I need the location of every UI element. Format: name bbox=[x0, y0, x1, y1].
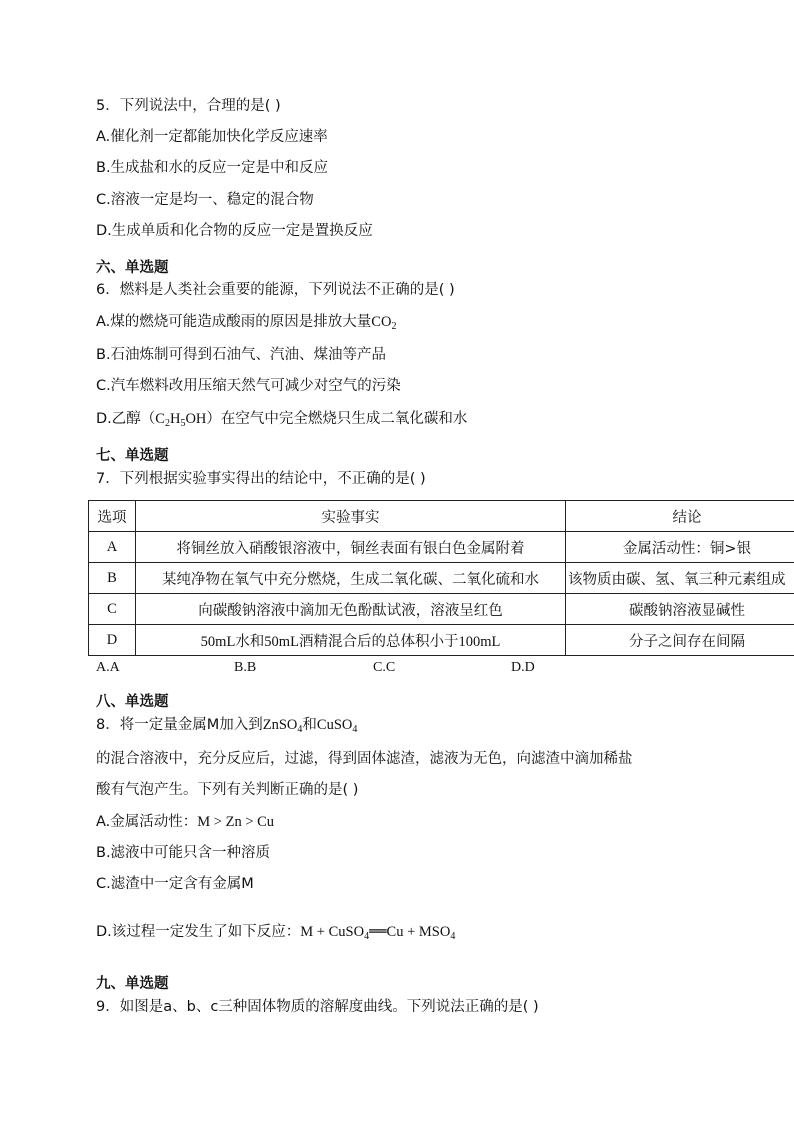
q6-heading: 六、单选题 bbox=[96, 260, 169, 276]
table-header-cell: 实验事实 bbox=[136, 501, 566, 532]
q8-stem-line2: 的混合溶液中，充分反应后，过滤，得到固体滤渣，滤液为无色，向滤渣中滴加稀盐 bbox=[96, 751, 633, 767]
q8-reaction-right: Cu + MSO bbox=[386, 924, 451, 940]
q6-option-b: B.石油炼制可得到石油气、汽油、煤油等产品 bbox=[96, 347, 387, 363]
q9-stem: 9．如图是a、b、c三种固体物质的溶解度曲线。下列说法正确的是( ) bbox=[96, 999, 539, 1015]
q5-stem: 5．下列说法中，合理的是( ) bbox=[96, 98, 281, 114]
q8-formula-cuso4: CuSO bbox=[316, 717, 353, 733]
q8-stem-line3: 酸有气泡产生。下列有关判断正确的是( ) bbox=[96, 782, 359, 798]
q6-option-a bbox=[96, 312, 396, 332]
q8-formula-cuso4-sub: 4 bbox=[352, 724, 358, 735]
table-cell: 碳酸钠溶液显碱性 bbox=[566, 594, 794, 625]
q6-stem: 6．燃料是人类社会重要的能源，下列说法不正确的是( ) bbox=[96, 282, 455, 298]
q8-formula-znso4-sub: 4 bbox=[297, 724, 303, 735]
q6-option-d-s2: 5 bbox=[180, 418, 186, 429]
table-cell: 金属活动性：铜>银 bbox=[566, 532, 794, 563]
q7-option-a: A.A bbox=[96, 660, 120, 675]
q5-option-c: C.溶液一定是均一、稳定的混合物 bbox=[96, 192, 314, 208]
q8-option-d bbox=[96, 922, 455, 942]
q6-option-d-prefix: D.乙醇（ bbox=[96, 411, 156, 427]
q7-option-c: C.C bbox=[373, 660, 396, 675]
q8-option-d-text: D.该过程一定发生了如下反应： bbox=[96, 924, 301, 940]
table-cell: B bbox=[89, 563, 136, 594]
q8-and: 和 bbox=[302, 717, 317, 733]
table-cell: C bbox=[89, 594, 136, 625]
q6-option-d bbox=[96, 409, 467, 429]
q6-option-d-f2: H bbox=[169, 411, 181, 427]
table-cell: 向碳酸钠溶液中滴加无色酚酞试液，溶液呈红色 bbox=[136, 594, 566, 625]
q8-option-c: C.滤渣中一定含有金属M bbox=[96, 876, 254, 892]
table-header-cell: 选项 bbox=[89, 501, 136, 532]
q8-option-a bbox=[96, 812, 274, 832]
table-cell: 该物质由碳、氢、氧三种元素组成 bbox=[566, 563, 794, 594]
q7-stem: 7．下列根据实验事实得出的结论中，不正确的是( ) bbox=[96, 471, 426, 487]
q8-reaction-arrow: ══ bbox=[369, 924, 387, 940]
table-header-row bbox=[89, 501, 794, 532]
q7-option-b: B.B bbox=[234, 660, 257, 675]
q8-stem-prefix: 8．将一定量金属M加入到 bbox=[96, 717, 263, 733]
q8-reaction-left: M + CuSO bbox=[300, 924, 365, 940]
q6-option-a-sub: 2 bbox=[391, 321, 397, 332]
q6-option-a-formula: CO bbox=[371, 314, 392, 330]
q8-formula-znso4: ZnSO bbox=[262, 717, 298, 733]
q6-option-d-s1: 2 bbox=[164, 418, 170, 429]
table-cell: 某纯净物在氧气中充分燃烧，生成二氧化碳、二氧化硫和水 bbox=[136, 563, 566, 594]
q9-heading: 九、单选题 bbox=[96, 976, 169, 992]
table-row bbox=[89, 594, 794, 625]
table-row bbox=[89, 532, 794, 563]
q7-heading: 七、单选题 bbox=[96, 448, 169, 464]
q6-option-d-f3: OH bbox=[185, 411, 207, 427]
experiment-table bbox=[88, 500, 794, 656]
table-header-cell: 结论 bbox=[566, 501, 794, 532]
q6-option-a-text: A.煤的燃烧可能造成酸雨的原因是排放大量 bbox=[96, 314, 372, 330]
q5-option-b: B.生成盐和水的反应一定是中和反应 bbox=[96, 160, 329, 176]
q7-option-d: D.D bbox=[511, 660, 535, 675]
q8-heading: 八、单选题 bbox=[96, 694, 169, 710]
table-row bbox=[89, 563, 794, 594]
q8-option-b: B.滤液中可能只含一种溶质 bbox=[96, 845, 271, 861]
q8-stem-line1 bbox=[96, 715, 357, 735]
table-cell: 50mL水和50mL酒精混合后的总体积小于100mL bbox=[136, 625, 566, 656]
q8-reaction-left-sub: 4 bbox=[364, 931, 370, 942]
table-cell: 分子之间存在间隔 bbox=[566, 625, 794, 656]
q8-option-a-formula: M > Zn > Cu bbox=[197, 814, 275, 830]
table-row bbox=[89, 625, 794, 656]
q5-option-d: D.生成单质和化合物的反应一定是置换反应 bbox=[96, 223, 373, 239]
q6-option-d-f1: C bbox=[155, 411, 165, 427]
table-cell: D bbox=[89, 625, 136, 656]
q8-reaction-right-sub: 4 bbox=[450, 931, 456, 942]
table-cell: A bbox=[89, 532, 136, 563]
q6-option-d-suffix: ）在空气中完全燃烧只生成二氧化碳和水 bbox=[206, 411, 468, 427]
table-cell: 将铜丝放入硝酸银溶液中，铜丝表面有银白色金属附着 bbox=[136, 532, 566, 563]
q8-option-a-text: A.金属活动性： bbox=[96, 814, 198, 830]
q6-option-c: C.汽车燃料改用压缩天然气可减少对空气的污染 bbox=[96, 378, 401, 394]
q5-option-a: A.催化剂一定都能加快化学反应速率 bbox=[96, 129, 328, 145]
